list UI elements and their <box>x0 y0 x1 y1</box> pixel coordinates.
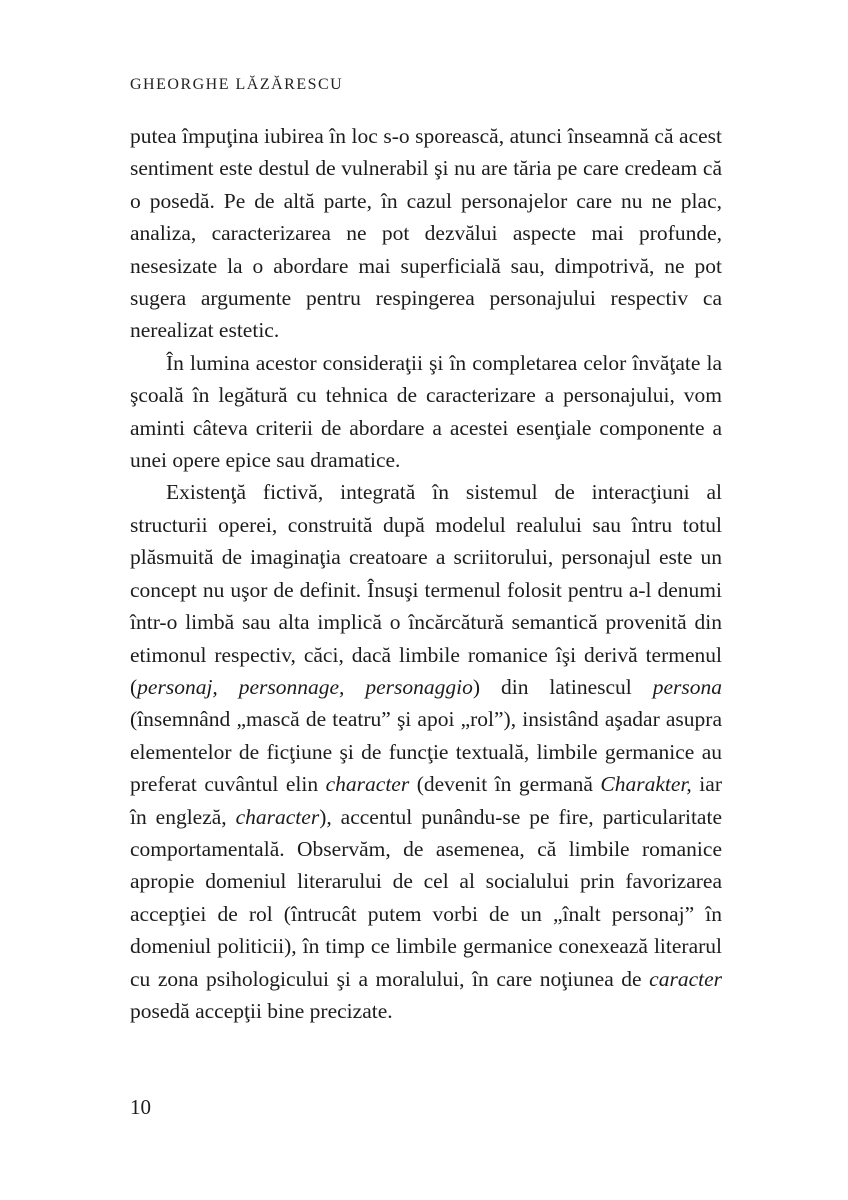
paragraph <box>130 120 722 347</box>
text-segment: putea împuţina iubirea în loc s-o sporească, atunci înseamnă că acest sentiment este destul de vulnerabil şi nu are tăria pe care credeam că o posedă. Pe de altă parte, în cazul personajelor care nu ne plac, analiza, caracterizarea ne pot dezvălui aspecte mai profunde, nesesizate la o abordare mai superficială sau, dimpotrivă, ne pot sugera argumente pentru respingerea personajului respectiv ca nerealizat estetic. <box>130 124 722 343</box>
italic-text-segment: personaj, personnage, personaggio <box>137 674 473 699</box>
text-segment: ) din latinescul <box>472 674 653 699</box>
paragraph <box>130 347 722 477</box>
italic-text-segment: persona <box>652 674 722 699</box>
text-segment: (devenit în germană <box>409 772 601 797</box>
italic-text-segment: Charakter, <box>600 772 692 797</box>
text-segment: posedă accepţii bine precizate. <box>130 998 393 1023</box>
italic-text-segment: character <box>235 804 320 829</box>
page-number: 10 <box>130 1095 151 1119</box>
running-header: GHEORGHE LĂZĂRESCU <box>130 76 344 93</box>
text-segment: iar în engleză, <box>130 772 722 829</box>
text-segment: Existenţă fictivă, integrată în sistemul de interacţiuni al structurii operei, construită după modelul realului sau întru totul plăsmuită de imaginaţia creatoare a scriitorului, personajul este un concept nu uşor de definit. Însuşi termenul folosit pentru a-l denumi într-o limbă sau alta implică o încărcătură semantică provenită din etimonul respectiv, căci, dacă limbile romanice îşi derivă termenul ( <box>130 480 722 699</box>
text-segment: ), accentul punându-se pe fire, particularitate comportamentală. Observăm, de asemenea, că limbile romanice apropie domeniul literarului de cel al socialului prin favorizarea accepţiei de rol (întrucât putem vorbi de un „înalt personaj” în domeniul politicii), în timp ce limbile germanice conexează literarul cu zona psihologicului şi a moralului, în care noţiunea de <box>130 804 722 991</box>
paragraph <box>130 476 722 1027</box>
text-segment: În lumina acestor consideraţii şi în completarea celor învăţate la şcoală în legătură cu tehnica de caracterizare a personajului, vom aminti câteva criterii de abordare a acestei esenţiale componente a unei opere epice sau dramatice. <box>130 350 722 473</box>
text-segment: (însemnând „mască de teatru” şi apoi „rol”), insistând aşadar asupra elementelor de ficţiune şi de funcţie textuală, limbile germanice au preferat cuvântul elin <box>130 707 722 797</box>
italic-text-segment: caracter <box>649 966 722 991</box>
italic-text-segment: character <box>325 772 410 797</box>
text-block <box>130 120 722 1027</box>
